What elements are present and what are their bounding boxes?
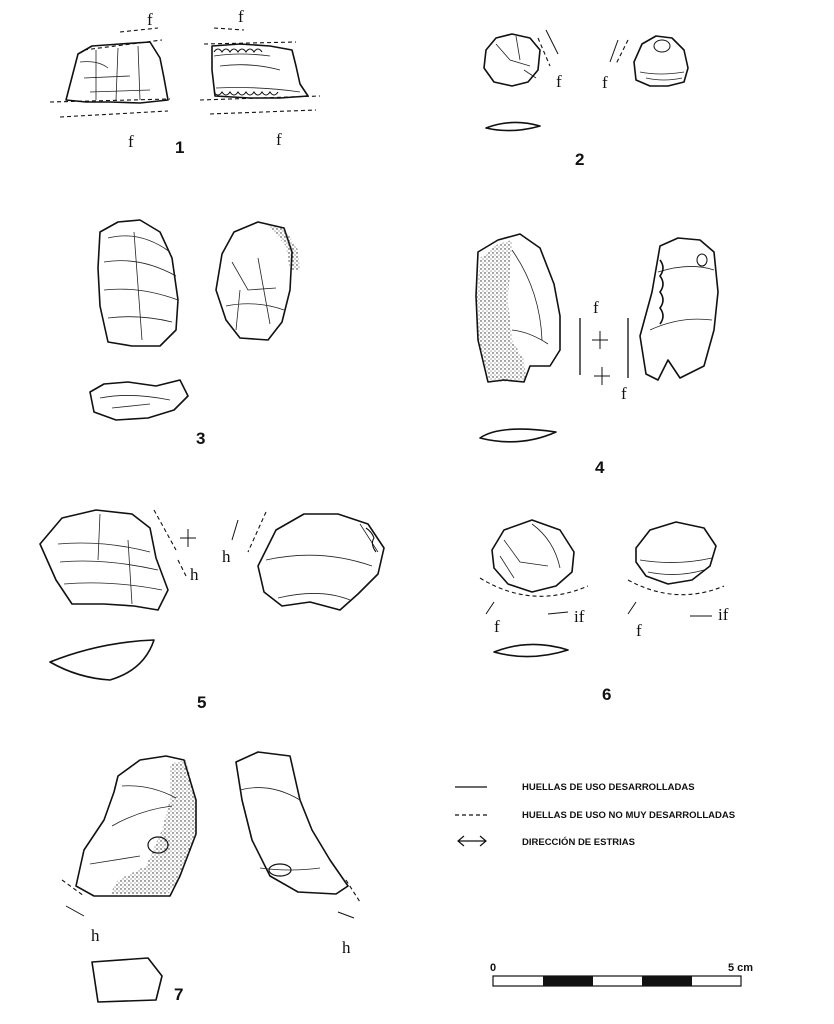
artifact-5-ventral [258,514,384,610]
artifact-7-ventral [236,752,348,894]
artifact-1-ventral [212,44,308,98]
artifact-2-section [486,122,540,130]
artifact-3 [90,220,300,448]
artifact-5-dorsal [40,510,168,610]
artifact-2-dorsal [484,34,540,86]
artifact-5 [40,510,384,712]
artifact-1 [50,7,320,157]
label-f: f [556,72,562,91]
artifact-4-section [480,429,556,442]
label-f: f [636,621,642,640]
scale-start-label: 0 [490,962,497,974]
figure-number-4: 4 [595,458,605,477]
label-f: f [494,617,500,636]
figure-number-1: 1 [175,138,185,157]
artifact-4 [476,234,718,477]
artifact-7-section [92,958,162,1002]
label-f: f [621,384,627,403]
double-arrow-icon [458,836,486,846]
scale-bar [490,962,753,986]
legend [455,782,735,848]
label-f: f [238,7,244,26]
label-f: f [593,298,599,317]
legend-not-developed: HUELLAS DE USO NO MUY DESARROLLADAS [522,810,736,821]
artifact-2 [484,30,688,169]
artifact-7 [62,752,360,1004]
figure-number-2: 2 [575,150,585,169]
artifact-3-section [90,380,188,420]
striae-cross-icon [180,529,196,547]
legend-striae-direction: DIRECCIÓN DE ESTRIAS [522,837,635,848]
label-if: if [718,605,729,624]
artifact-4-ventral [640,238,718,380]
label-f: f [276,130,282,149]
figure-number-7: 7 [174,985,184,1004]
label-h: h [342,938,351,957]
figure-number-3: 3 [196,429,206,448]
scale-end-label: 5 cm [728,962,754,974]
artifact-6-section [494,644,568,656]
figure-number-5: 5 [197,693,207,712]
artifact-6-dorsal [492,520,574,592]
label-if: if [574,607,585,626]
label-f: f [147,10,153,29]
label-h: h [91,926,100,945]
figure-number-6: 6 [602,685,612,704]
label-f: f [602,73,608,92]
artifact-5-section [50,640,154,680]
striae-cross-icon [592,331,610,385]
legend-developed: HUELLAS DE USO DESARROLLADAS [522,782,695,793]
label-h: h [222,547,231,566]
artifact-6 [480,520,729,704]
label-f: f [128,132,134,151]
label-h: h [190,565,199,584]
